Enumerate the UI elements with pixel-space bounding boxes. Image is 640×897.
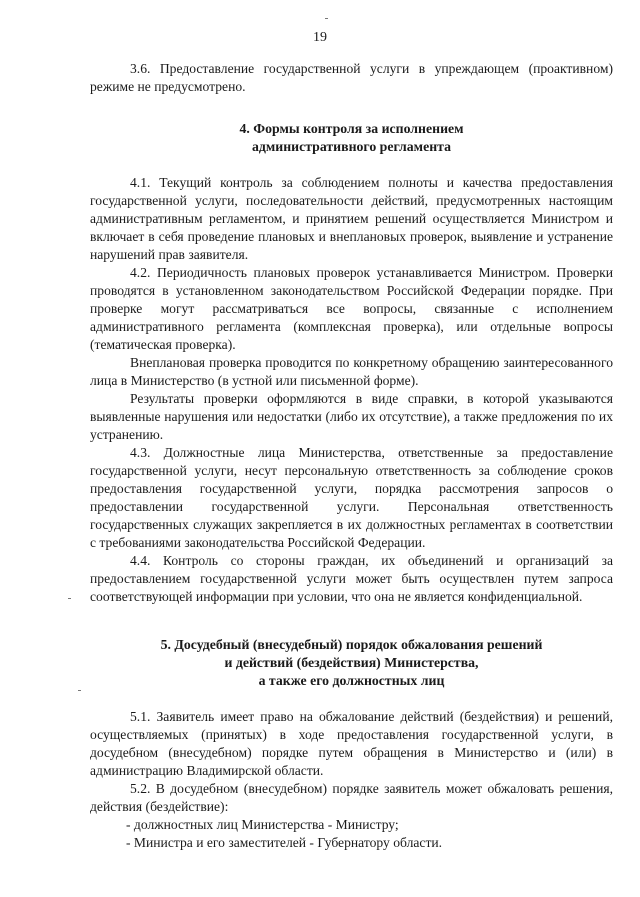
section-5-heading-line: а также его должностных лиц <box>258 673 445 688</box>
paragraph-4-1: 4.1. Текущий контроль за соблюдением полноты и качества предоставления государственной услуги, последовательности действий, предусмотренных настоящим административным регламентом, и принятием решений осуществляется Министром и включает в себя проведение плановых и внеплановых проверок, выявление и устранение нарушений прав заявителя. <box>90 175 613 262</box>
paragraph-5-1: 5.1. Заявитель имеет право на обжалование действий (бездействия) и решений, осуществляемых (принятых) в ходе предоставления государственной услуги, в досудебном (внесудебном) порядке путем обращения в Министерство и (или) в администрацию Владимирской области. <box>90 709 613 778</box>
document-body <box>90 60 613 852</box>
section-5-heading-line: 5. Досудебный (внесудебный) порядок обжалования решений <box>160 637 543 652</box>
paragraph-3-6: 3.6. Предоставление государственной услуги в упреждающем (проактивном) режиме не предусмотрено. <box>90 61 613 94</box>
list-item: - должностных лиц Министерства - Министру; <box>126 817 399 832</box>
paragraph-4-3: 4.3. Должностные лица Министерства, ответственные за предоставление государственной услуги, несут персональную ответственность за соблюдение сроков предоставления государственной услуги, порядка рассмотрения запросов о предоставлении государственной услуги. Персональная ответственность государственных служащих закрепляется в их должностных регламентах в соответствии с требованиями законодательства Российской Федерации. <box>90 445 613 550</box>
page-number: 19 <box>313 30 327 45</box>
paragraph-4-2-unscheduled: Внеплановая проверка проводится по конкретному обращению заинтересованного лица в Министерство (в устной или письменной форме). <box>90 355 613 388</box>
section-4-heading <box>90 120 613 156</box>
section-4-heading-line: административного регламента <box>251 139 452 154</box>
section-5-heading-line: и действий (бездействия) Министерства, <box>224 655 479 670</box>
paragraph-4-2-results: Результаты проверки оформляются в виде справки, в которой указываются выявленные нарушения или недостатки (либо их отсутствие), а также предложения по их устранению. <box>90 391 613 442</box>
paragraph-4-4: 4.4. Контроль со стороны граждан, их объединений и организаций за предоставлением государственной услуги может быть осуществлен путем запроса соответствующей информации при условии, что она не является конфиденциальной. <box>90 553 613 604</box>
list-item: - Министра и его заместителей - Губернатору области. <box>126 835 443 850</box>
section-4-heading-line: 4. Формы контроля за исполнением <box>239 121 464 136</box>
scan-mark <box>78 690 81 691</box>
section-5-heading <box>90 636 613 690</box>
paragraph-4-2: 4.2. Периодичность плановых проверок устанавливается Министром. Проверки проводятся в установленном законодательством Российской Федерации порядке. При проверке могут рассматриваться все вопросы, связанные с исполнением административного регламента (комплексная проверка), или отдельные вопросы (тематическая проверка). <box>90 265 613 352</box>
scan-mark <box>68 598 71 599</box>
scan-mark <box>325 18 328 19</box>
paragraph-5-2: 5.2. В досудебном (внесудебном) порядке заявитель может обжаловать решения, действия (бездействие): <box>90 781 613 814</box>
